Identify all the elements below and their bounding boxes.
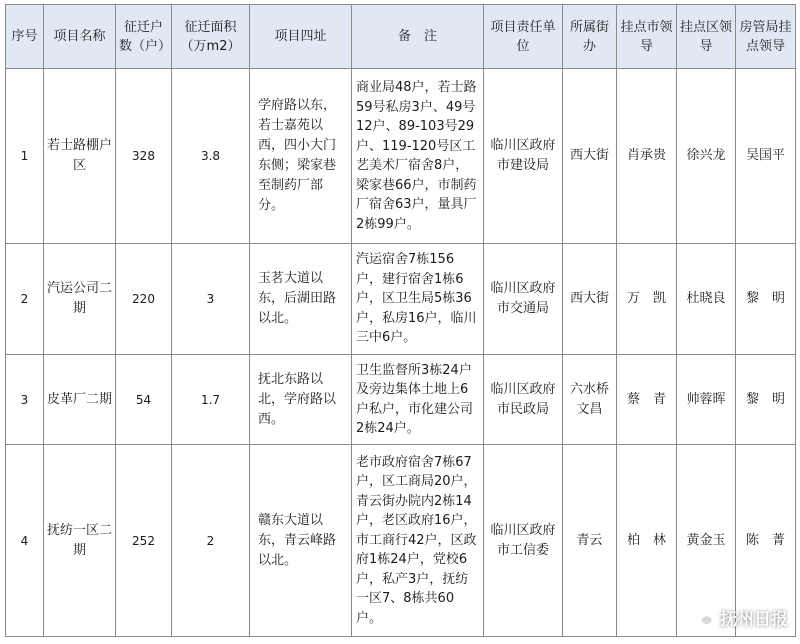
header-households: 征迁户数（户） [116, 5, 172, 69]
cell-no: 1 [6, 69, 44, 244]
cell-name: 若士路棚户区 [44, 69, 116, 244]
cell-notes: 老市政府宿舍7栋67户，区工商局20户，青云街办院内2栋14户，老区政府16户，市工商行42户，区政府1栋24户，党校6户，私产3户，抚纺一区7、8栋共60户。 [352, 445, 484, 637]
cell-area: 2 [172, 445, 250, 637]
relocation-table [5, 4, 796, 637]
cell-boundary: 赣东大道以东，青云峰路以北。 [250, 445, 352, 637]
cell-unit: 临川区政府市工信委 [484, 445, 563, 637]
cell-city-leader: 蔡 青 [617, 355, 677, 445]
cell-no: 4 [6, 445, 44, 637]
header-name: 项目名称 [44, 5, 116, 69]
cell-no: 3 [6, 355, 44, 445]
watermark-text: 抚州日报 [720, 610, 788, 630]
table-row [6, 445, 796, 637]
header-unit: 项目责任单位 [484, 5, 563, 69]
cell-households: 220 [116, 244, 172, 355]
cell-street: 西大街 [563, 244, 617, 355]
table-row [6, 244, 796, 355]
cell-name: 皮革厂二期 [44, 355, 116, 445]
cell-district-leader: 徐兴龙 [677, 69, 736, 244]
table-row [6, 355, 796, 445]
cell-city-leader: 万 凯 [617, 244, 677, 355]
header-row [6, 5, 796, 69]
cell-households: 328 [116, 69, 172, 244]
cell-households: 252 [116, 445, 172, 637]
cell-district-leader: 黄金玉 [677, 445, 736, 637]
cell-area: 1.7 [172, 355, 250, 445]
cell-boundary: 玉茗大道以东，后湖田路以北。 [250, 244, 352, 355]
cell-street: 六水桥文昌 [563, 355, 617, 445]
cell-boundary: 抚北东路以北，学府路以西。 [250, 355, 352, 445]
cell-area: 3.8 [172, 69, 250, 244]
header-boundary: 项目四址 [250, 5, 352, 69]
cell-housing-leader: 陈 菁 [736, 445, 796, 637]
cell-district-leader: 帅蓉晖 [677, 355, 736, 445]
header-street: 所属街办 [563, 5, 617, 69]
cell-unit: 临川区政府市交通局 [484, 244, 563, 355]
cell-name: 汽运公司二期 [44, 244, 116, 355]
cell-district-leader: 杜晓良 [677, 244, 736, 355]
watermark [692, 605, 788, 630]
header-city-leader: 挂点市领导 [617, 5, 677, 69]
header-no: 序号 [6, 5, 44, 69]
header-area: 征迁面积（万m2） [172, 5, 250, 69]
cell-notes: 卫生监督所3栋24户及旁边集体土地上6户私户，市化建公司2栋24户。 [352, 355, 484, 445]
header-notes: 备 注 [352, 5, 484, 69]
cell-street: 青云 [563, 445, 617, 637]
cell-households: 54 [116, 355, 172, 445]
cell-unit: 临川区政府市民政局 [484, 355, 563, 445]
cell-housing-leader: 吴国平 [736, 69, 796, 244]
cell-city-leader: 柏 林 [617, 445, 677, 637]
cell-street: 西大街 [563, 69, 617, 244]
cell-no: 2 [6, 244, 44, 355]
header-district-leader: 挂点区领导 [677, 5, 736, 69]
cell-housing-leader: 黎 明 [736, 244, 796, 355]
cell-boundary: 学府路以东，若士嘉苑以西，四小大门东侧；梁家巷至制药厂部分。 [250, 69, 352, 244]
cell-city-leader: 肖承贵 [617, 69, 677, 244]
cell-unit: 临川区政府市建设局 [484, 69, 563, 244]
header-housing-leader: 房管局挂点领导 [736, 5, 796, 69]
table-row [6, 69, 796, 244]
cell-housing-leader: 黎 明 [736, 355, 796, 445]
cell-area: 3 [172, 244, 250, 355]
cell-name: 抚纺一区二期 [44, 445, 116, 637]
wechat-icon [692, 609, 714, 627]
cell-notes: 汽运宿舍7栋156户，建行宿舍1栋6户，区卫生局5栋36户，私房16户，临川三中6户。 [352, 244, 484, 355]
cell-notes: 商业局48户，若士路59号私房3户、49号12户、89-103号29户、119-120号区工艺美术厂宿舍8户，梁家巷66户，市制药厂宿舍63户，量具厂2栋99户。 [352, 69, 484, 244]
